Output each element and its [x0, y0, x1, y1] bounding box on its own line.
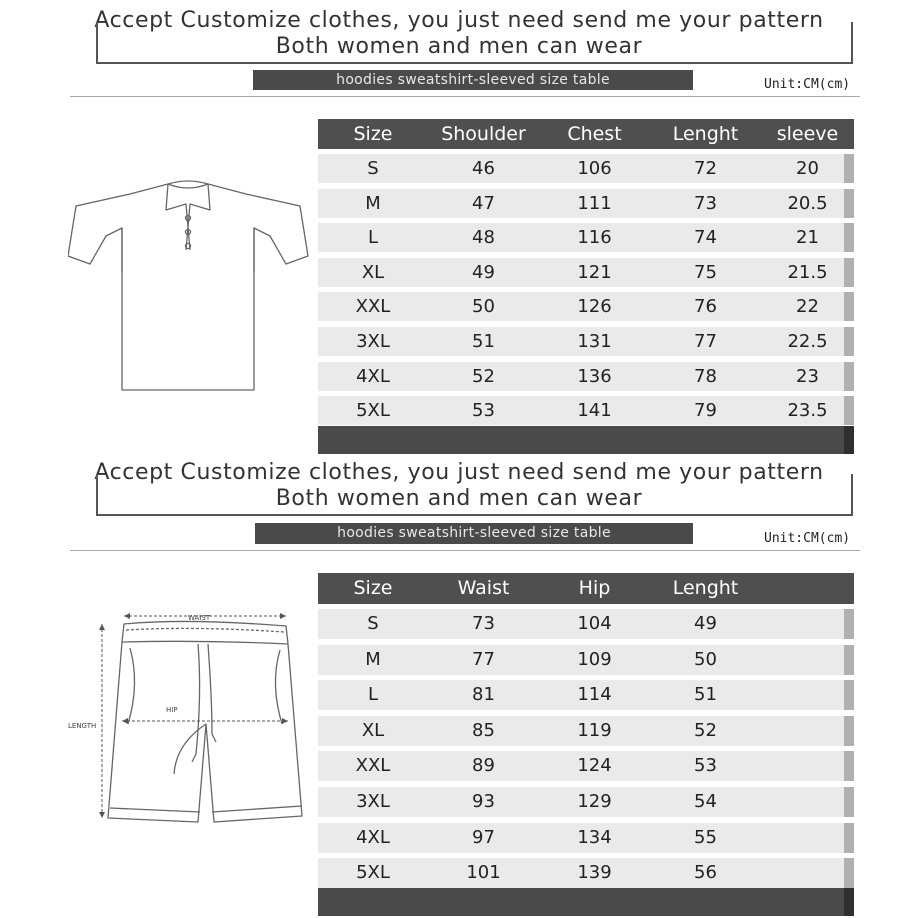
top-heading-line2: Both women and men can wear — [275, 34, 643, 59]
bottom-table-row — [318, 716, 854, 746]
bottom-table-cell: 77 — [472, 648, 495, 670]
top-divider — [70, 96, 860, 97]
bottom-table-row — [318, 823, 854, 853]
bottom-table-row — [318, 609, 854, 639]
bottom-heading-line2: Both women and men can wear — [275, 486, 643, 511]
bottom-table-row — [318, 751, 854, 781]
bottom-heading-line1: Accept Customize clothes, you just need send me your pattern — [94, 460, 824, 485]
bottom-table-cell: 50 — [694, 648, 717, 670]
top-table-cell: 136 — [577, 365, 612, 387]
length-label: LENGTH — [68, 722, 97, 730]
top-table-cell: 73 — [694, 192, 717, 214]
top-table-cell: 72 — [694, 158, 717, 179]
shorts-icon — [66, 604, 306, 834]
top-table-cell: 116 — [577, 227, 612, 249]
top-table-cell: 76 — [694, 296, 717, 318]
top-header-cell: Shoulder — [441, 123, 526, 145]
top-table-cell: 22 — [796, 296, 819, 318]
bottom-table-cell: 55 — [694, 826, 717, 848]
top-table-cell: L — [367, 227, 379, 249]
top-table-cell: 111 — [577, 192, 612, 214]
top-table-cell: 126 — [577, 296, 612, 318]
top-table-cell: 21.5 — [787, 261, 828, 283]
top-table-cell: 50 — [472, 296, 495, 318]
top-table-row — [318, 292, 854, 321]
bottom-header-cell: Waist — [457, 577, 510, 599]
top-table-cell: 21 — [796, 227, 819, 249]
bottom-table-cell: 114 — [577, 684, 612, 706]
bottom-table-cell: 4XL — [356, 826, 390, 848]
bottom-table-row — [318, 645, 854, 675]
bottom-table-cell: 54 — [694, 791, 717, 812]
bottom-table-cell: 53 — [694, 755, 717, 777]
top-header-cell: Chest — [567, 123, 622, 145]
top-table-cell: 53 — [472, 400, 495, 422]
top-table-cell: 23 — [796, 365, 819, 387]
bottom-unit-label: Unit:CM(cm) — [764, 531, 851, 546]
top-table-cell: 77 — [694, 331, 717, 352]
top-table-cell: 23.5 — [787, 400, 828, 422]
top-table-cell: 121 — [577, 261, 612, 283]
bottom-header-cell: Hip — [578, 577, 611, 599]
top-table-cell: 47 — [472, 192, 495, 214]
top-table-cell: 5XL — [356, 400, 390, 422]
bottom-table-cell: L — [367, 684, 379, 706]
bottom-table-cell: 104 — [577, 613, 612, 634]
bottom-table-cell: 5XL — [356, 862, 390, 884]
top-table-cell: 22.5 — [787, 331, 828, 352]
bottom-table-cell: 89 — [472, 755, 495, 777]
top-table-header — [318, 119, 854, 149]
top-table-cell: 51 — [472, 331, 495, 352]
top-table-cell: 79 — [694, 400, 717, 422]
top-table-cell: XXL — [355, 296, 391, 318]
bottom-table-cell: 134 — [577, 826, 612, 848]
bottom-divider — [70, 550, 860, 551]
top-heading-line1: Accept Customize clothes, you just need send me your pattern — [94, 8, 824, 33]
top-table-row — [318, 362, 854, 391]
top-table-cell: 3XL — [356, 331, 390, 352]
bottom-table-row — [318, 787, 854, 817]
top-table-cell: S — [367, 158, 379, 179]
bottom-table-cell: XL — [361, 719, 385, 741]
top-table-row — [318, 189, 854, 218]
bottom-table-cell: 109 — [577, 648, 612, 670]
top-table-cell: 75 — [694, 261, 717, 283]
top-table-cell: 52 — [472, 365, 495, 387]
bottom-heading-bracket — [96, 474, 853, 516]
top-table-cell: 48 — [472, 227, 495, 249]
bottom-table-cell: 52 — [694, 719, 717, 741]
bottom-table-cell: S — [367, 613, 379, 634]
bottom-header-cell: Lenght — [672, 577, 739, 599]
bottom-table-cell: 73 — [472, 613, 495, 634]
bottom-table-cell: 51 — [694, 684, 717, 706]
bottom-table-cell: 56 — [694, 862, 717, 884]
bottom-table-cell: 81 — [472, 684, 495, 706]
top-header-cell: Size — [353, 123, 393, 145]
top-table-cell: M — [365, 192, 381, 214]
bottom-table-cell: 129 — [577, 791, 612, 812]
top-table-cell: 74 — [694, 227, 717, 249]
bottom-table-cell: 101 — [466, 862, 501, 884]
top-table-cell: 20.5 — [787, 192, 828, 214]
top-unit-label: Unit:CM(cm) — [764, 77, 851, 92]
top-table-cell: 78 — [694, 365, 717, 387]
top-table-row — [318, 154, 854, 183]
bottom-table-footer-bar — [318, 888, 854, 916]
top-table-cell: 131 — [577, 331, 612, 352]
top-header-cell: Lenght — [672, 123, 739, 145]
top-table-row — [318, 327, 854, 356]
top-table-cell: XL — [361, 261, 385, 283]
bottom-table-cell: M — [365, 648, 381, 670]
bottom-table-cell: 85 — [472, 719, 495, 741]
bottom-table-cell: 124 — [577, 755, 612, 777]
top-table-cell: 46 — [472, 158, 495, 179]
bottom-table-banner: hoodies sweatshirt-sleeved size table — [255, 523, 693, 544]
bottom-table-header — [318, 573, 854, 604]
bottom-table-row — [318, 858, 854, 888]
top-table-row — [318, 223, 854, 252]
bottom-table-cell: 97 — [472, 826, 495, 848]
top-table-cell: 49 — [472, 261, 495, 283]
top-table-row — [318, 258, 854, 287]
bottom-table-row — [318, 680, 854, 710]
top-header-cell: sleeve — [776, 123, 839, 145]
polo-shirt-icon — [68, 176, 310, 396]
bottom-header-cell: Size — [353, 577, 393, 599]
top-table-cell: 141 — [577, 400, 612, 422]
bottom-table-cell: XXL — [355, 755, 391, 777]
top-table-row — [318, 396, 854, 425]
top-table-cell: 4XL — [356, 365, 390, 387]
bottom-table-cell: 93 — [472, 791, 495, 812]
top-table-banner: hoodies sweatshirt-sleeved size table — [253, 70, 693, 90]
top-heading-bracket — [96, 22, 853, 64]
top-table-cell: 106 — [577, 158, 612, 179]
top-table-cell: 20 — [796, 158, 819, 179]
hip-label: HIP — [166, 706, 178, 714]
bottom-table-cell: 3XL — [356, 791, 390, 812]
bottom-table-cell: 49 — [694, 613, 717, 634]
bottom-table-cell: 139 — [577, 862, 612, 884]
waist-label: WAIST — [188, 614, 211, 622]
top-table-footer-bar — [318, 426, 854, 454]
bottom-table-cell: 119 — [577, 719, 612, 741]
